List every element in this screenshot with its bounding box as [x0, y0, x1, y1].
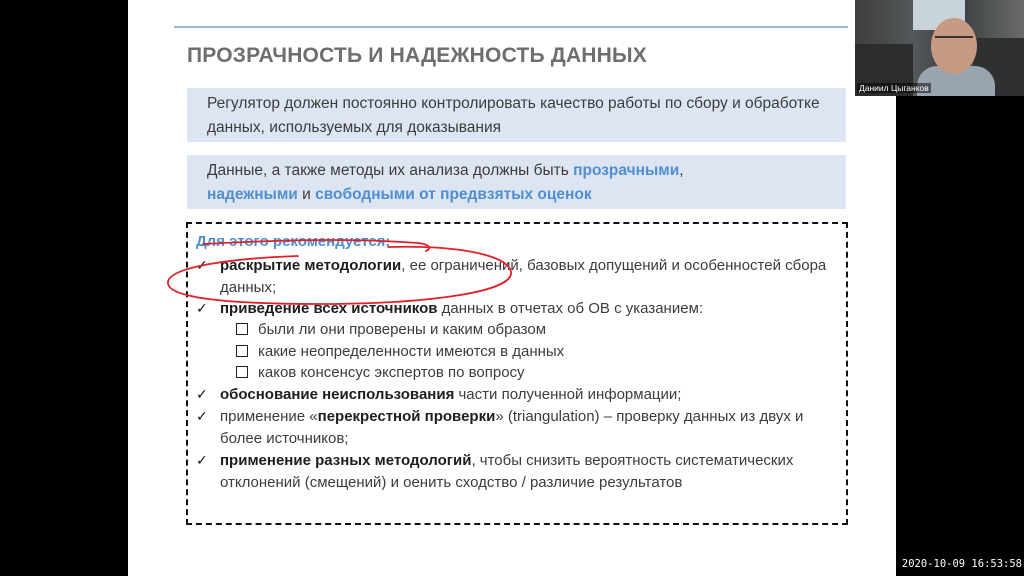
- sub-item-text: какие неопределенности имеются в данных: [258, 343, 565, 360]
- checkmark-icon: ✓: [196, 408, 208, 424]
- highlight-reliable: надежными: [207, 186, 298, 203]
- sub-item-uncertainties: [236, 341, 826, 363]
- item-bold: применение разных методологий: [220, 452, 472, 469]
- item-text: » (triangulation) – проверку данных из двух и более источников;: [220, 408, 804, 447]
- sub-item-verified: [236, 319, 826, 341]
- recommendation-item-methodologies: [196, 450, 842, 493]
- checkbox-square-icon: [236, 345, 248, 357]
- band-text: Регулятор должен постоянно контролировать качество работы по сбору и обработке данных, используемых для доказывания: [207, 95, 820, 136]
- recommendations-heading: Для этого рекомендуется:: [196, 233, 391, 250]
- checkmark-icon: ✓: [196, 452, 208, 468]
- statement-band-regulator: [187, 88, 846, 142]
- item-text: , чтобы снизить вероятность систематических отклонений (смещений) и оенить сходство / различие результатов: [220, 452, 794, 491]
- item-bold: приведение всех источников: [220, 300, 438, 317]
- participant-video-tile[interactable]: [855, 0, 1024, 96]
- checkbox-square-icon: [236, 366, 248, 378]
- item-bold: обоснование неиспользования: [220, 386, 455, 403]
- participant-avatar: [931, 18, 977, 74]
- highlight-transparent: прозрачными: [573, 162, 680, 179]
- statement-band-data-methods: [187, 155, 846, 209]
- band-text-part: ,: [679, 162, 684, 179]
- band-text-part: и: [297, 186, 316, 203]
- item-bold: перекрестной проверки: [317, 408, 496, 425]
- checkmark-icon: ✓: [196, 386, 208, 402]
- participant-name: Даниил Цыганков: [859, 83, 929, 93]
- highlight-unbiased: свободными от предвзятых оценок: [315, 186, 592, 203]
- recommendation-item-non-use: [196, 384, 842, 406]
- sub-item-text: каков консенсус экспертов по вопросу: [258, 364, 525, 381]
- recommendation-item-triangulation: [196, 406, 842, 449]
- title-divider: [174, 26, 848, 28]
- item-text: применение «: [220, 408, 318, 425]
- recording-timestamp: 2020-10-09 16:53:58: [901, 558, 1022, 570]
- checkmark-icon: ✓: [196, 257, 208, 273]
- slide-title: ПРОЗРАЧНОСТЬ И НАДЕЖНОСТЬ ДАННЫХ: [187, 44, 648, 67]
- presentation-slide: [128, 0, 896, 576]
- sub-item-consensus: [236, 362, 826, 384]
- item-text: данных в отчетах об ОВ с указанием:: [437, 300, 704, 317]
- checkbox-square-icon: [236, 323, 248, 335]
- checkmark-icon: ✓: [196, 300, 208, 316]
- item-text: части полученной информации;: [454, 386, 682, 403]
- band-text-part: Данные, а также методы их анализа должны быть: [207, 162, 574, 179]
- recommendation-item-sources: [196, 298, 842, 320]
- item-text: , ее ограничений, базовых допущений и особенностей сбора данных;: [220, 257, 827, 296]
- sub-item-text: были ли они проверены и каким образом: [258, 321, 547, 338]
- item-bold: раскрытие методологии: [220, 257, 402, 274]
- recommendation-item-methodology: [196, 255, 842, 298]
